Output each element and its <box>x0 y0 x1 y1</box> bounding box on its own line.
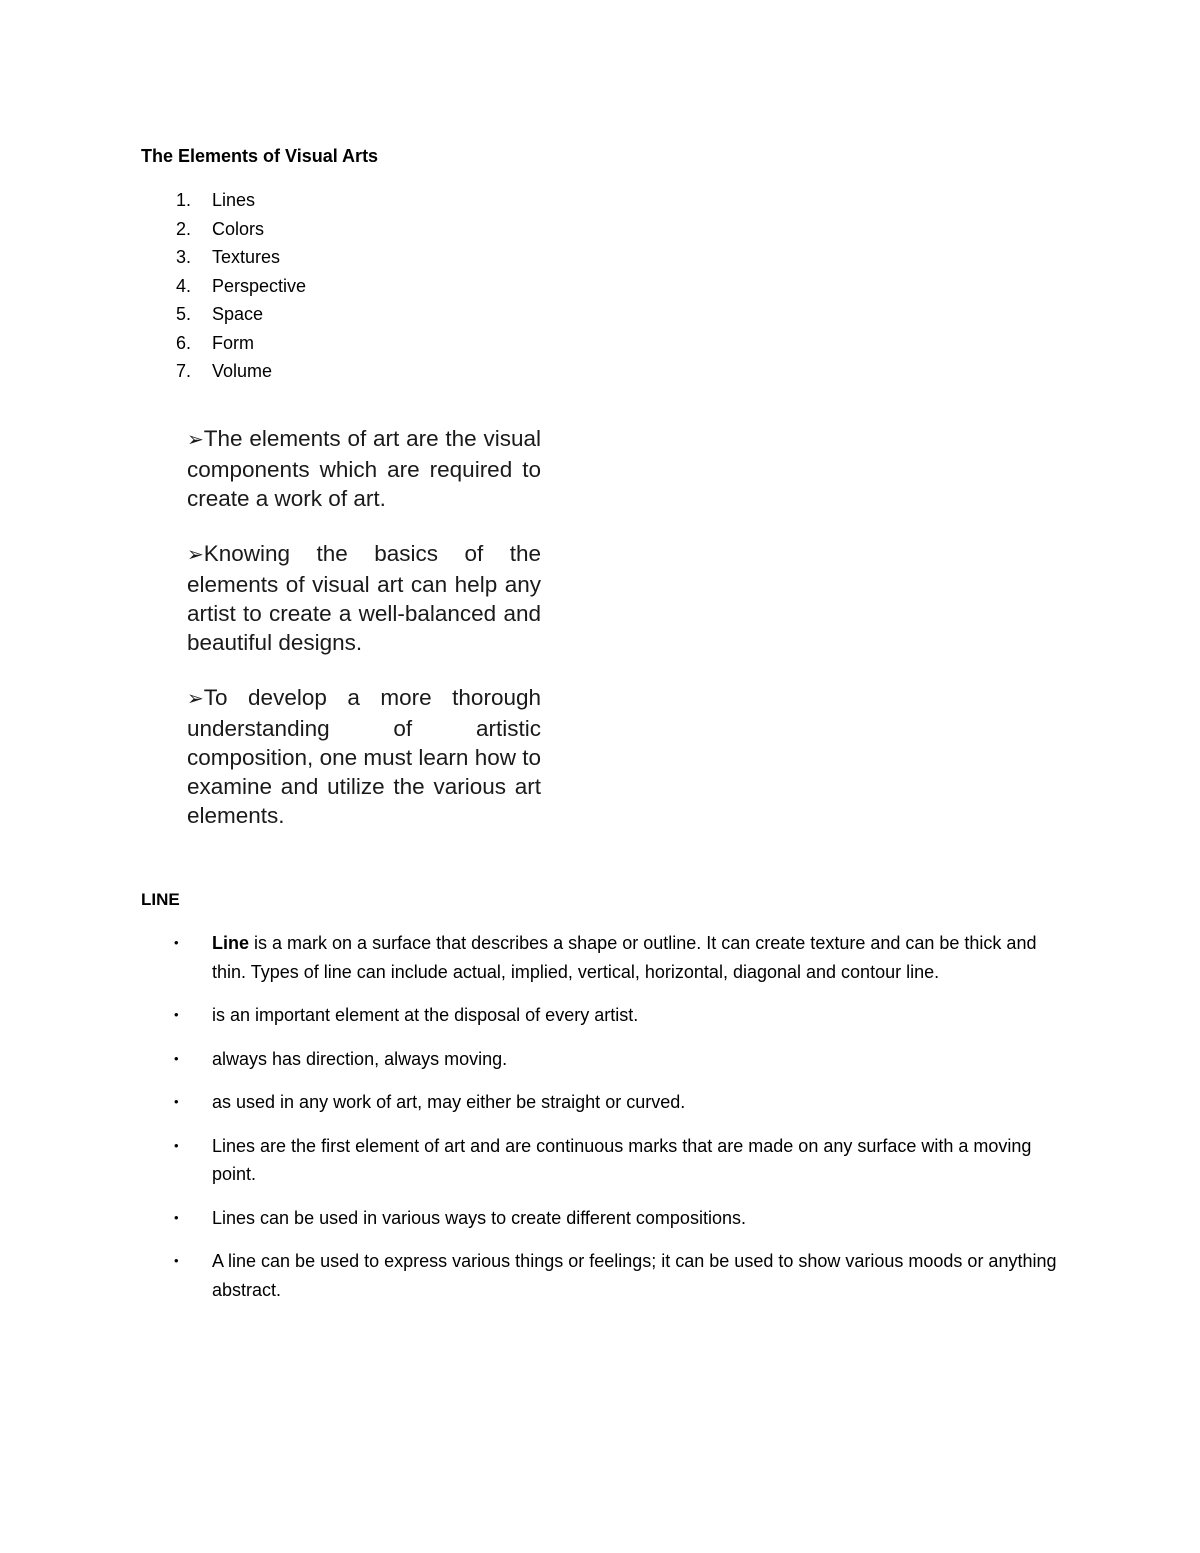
bullet-icon: • <box>174 935 179 950</box>
list-item-number: 7. <box>176 361 192 381</box>
bullet-item <box>141 1204 1061 1233</box>
callout-text: Knowing the basics of the elements of visual art can help any artist to create a well-balanced and beautiful designs. <box>187 541 541 655</box>
list-item <box>141 329 306 358</box>
section-heading-line: LINE <box>141 890 180 909</box>
callout-text: The elements of art are the visual components which are required to create a work of art. <box>187 426 541 511</box>
list-item <box>141 243 306 272</box>
list-item-number: 5. <box>176 304 192 324</box>
bullet-text: always has direction, always moving. <box>212 1048 508 1069</box>
list-item-label: Form <box>212 332 254 353</box>
bullet-icon: • <box>174 1094 179 1109</box>
bullet-text: is a mark on a surface that describes a shape or outline. It can create texture and can be thick and thin. Types of line can include actual, implied, vertical, horizontal, diagonal and contour line. <box>212 933 1037 982</box>
arrow-bullet-icon: ➢ <box>187 429 204 451</box>
elements-list <box>141 186 306 386</box>
bullet-item <box>141 1001 1061 1030</box>
list-item-number: 4. <box>176 275 192 296</box>
bullet-text: A line can be used to express various things or feelings; it can be used to show various moods or anything abstract. <box>212 1251 1057 1300</box>
list-item <box>141 272 306 301</box>
bullet-text: Lines are the first element of art and are continuous marks that are made on any surface with a moving point. <box>212 1135 1032 1184</box>
list-item-label: Perspective <box>212 275 307 296</box>
bullet-text: is an important element at the disposal of every artist. <box>212 1005 639 1025</box>
bullet-item <box>141 1132 1061 1189</box>
list-item <box>141 300 306 329</box>
bullet-icon: • <box>174 1050 179 1066</box>
list-item-label: Space <box>212 304 264 324</box>
callout-paragraph <box>187 539 541 657</box>
list-item-number: 2. <box>176 218 192 239</box>
list-item-label: Lines <box>212 190 256 210</box>
list-item-label: Colors <box>212 218 265 239</box>
bullet-icon: • <box>174 1209 179 1225</box>
list-item-label: Textures <box>212 247 281 267</box>
line-bullet-list <box>141 929 1061 1319</box>
bullet-text: Lines can be used in various ways to create different compositions. <box>212 1207 746 1228</box>
bullet-icon: • <box>174 1137 179 1153</box>
list-item <box>141 186 306 215</box>
document-title: The Elements of Visual Arts <box>141 146 379 166</box>
bullet-icon: • <box>174 1253 179 1268</box>
callout-paragraph <box>187 683 541 830</box>
bullet-item <box>141 1045 1061 1074</box>
bullet-icon: • <box>174 1007 179 1022</box>
bullet-item <box>141 1088 1061 1117</box>
arrow-bullet-icon: ➢ <box>187 688 204 710</box>
list-item-number: 1. <box>176 190 192 210</box>
callout-text: To develop a more thorough understanding of artistic composition, one must learn how to examine and utilize the various art elements. <box>187 685 541 828</box>
list-item <box>141 357 306 386</box>
callout-paragraph <box>187 424 541 513</box>
list-item <box>141 215 306 244</box>
callout-image <box>187 424 541 856</box>
bold-term: Line <box>212 933 250 953</box>
bullet-item <box>141 1247 1061 1304</box>
list-item-label: Volume <box>212 361 273 381</box>
arrow-bullet-icon: ➢ <box>187 544 204 566</box>
list-item-number: 6. <box>176 332 192 353</box>
list-item-number: 3. <box>176 247 192 267</box>
bullet-item <box>141 929 1061 986</box>
bullet-text: as used in any work of art, may either be straight or curved. <box>212 1092 686 1112</box>
